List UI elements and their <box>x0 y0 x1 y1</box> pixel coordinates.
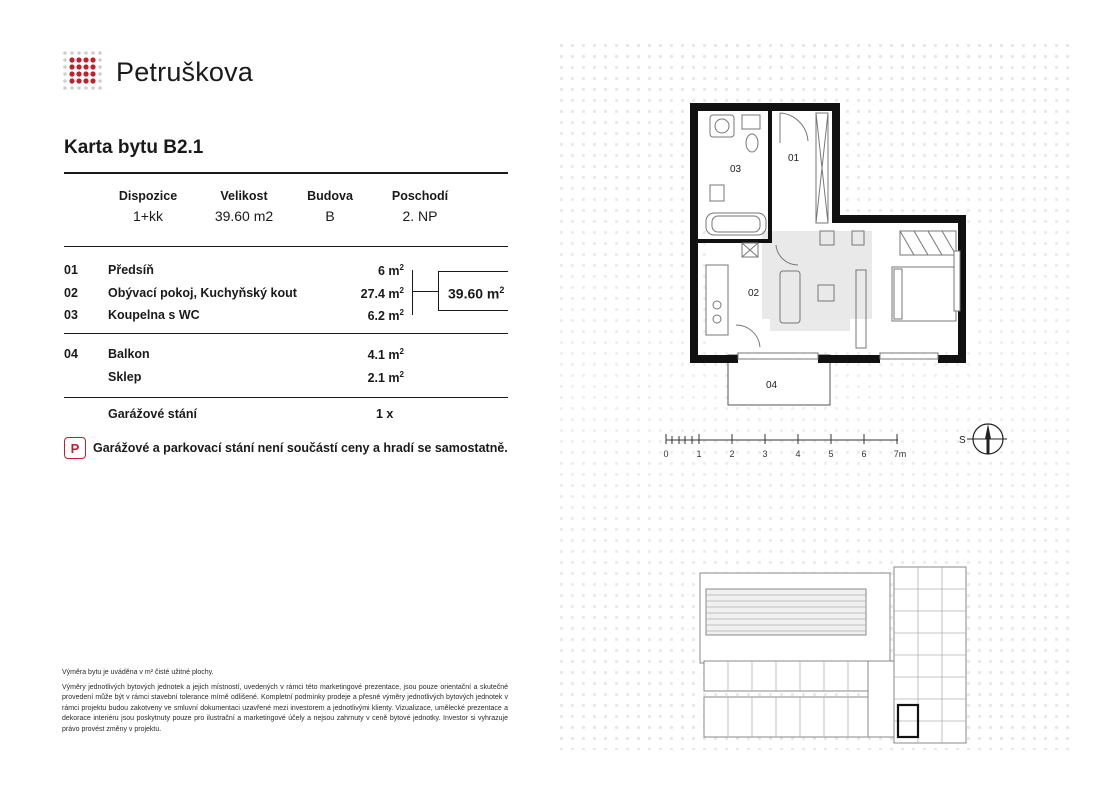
room-row <box>64 308 404 326</box>
room-name: Předsíň <box>108 263 154 277</box>
room-area: 27.4 $m^2$ <box>360 286 404 302</box>
scale-tick-label: 1 <box>696 449 702 459</box>
room-number: 04 <box>64 347 78 361</box>
apartment-specs <box>98 189 470 224</box>
scale-tick-label: 4 <box>795 449 801 459</box>
scale-tick-label: 2 <box>729 449 735 459</box>
page-title: Karta bytu B2.1 <box>64 137 204 158</box>
room-number: 01 <box>64 263 78 277</box>
scale-tick-label: 5 <box>828 449 834 459</box>
scale-tick-label: 6 <box>861 449 867 459</box>
spec-poschodi <box>370 189 470 224</box>
north-compass-icon <box>955 418 1011 460</box>
spec-budova <box>290 189 370 224</box>
scale-tick-label: 3 <box>762 449 768 459</box>
garage-name: Garážové stání <box>108 407 197 421</box>
divider <box>64 333 508 334</box>
room-name: Balkon <box>108 347 150 361</box>
scale-tick-label: 0 <box>663 449 669 459</box>
spec-label: Velikost <box>220 189 268 203</box>
spec-value: B <box>325 208 335 224</box>
room-area: 4.1 $m^2$ <box>367 347 404 363</box>
divider <box>64 172 508 174</box>
room-row <box>64 370 404 388</box>
parking-note-text: Garážové a parkovací stání není součástí ceny a hradí se samostatně. <box>93 441 508 455</box>
spec-velikost <box>198 189 290 224</box>
parking-icon: P <box>64 437 86 459</box>
spec-value: 2. NP <box>402 208 438 224</box>
disclaimer-text: Výměry jednotlivých bytových jednotek a jejich místností, uvedených v rámci této marketingové prezentace, jsou pouze orientační a skutečné provedení může být v rámci stavební tolerance mírně odlišené. Kompletní podmínky prodeje a přesné výměry jednotlivých bytových jednotek v rámci projektu budou zakotveny ve smluvní dokumentaci uzavřené mezi investorem a jednotlivými klienty. Vizualizace, umělecké prezentace a dekorace interiéru jsou poskytnuty pouze pro ilustrační a marketingové účely a nejsou zahrnuty v ceně bytové jednotky. Investor si vyhrazuje právo provést změny v projektu. <box>62 683 508 733</box>
spec-value: 1+kk <box>133 208 163 224</box>
disclaimer-line: Výměra bytu je uváděna v m² čisté užitné plochy. <box>62 669 214 676</box>
room-label-01: 01 <box>788 153 800 164</box>
room-name: Sklep <box>108 370 142 384</box>
brand-name: Petruškova <box>116 56 254 87</box>
room-row <box>64 347 404 365</box>
spec-label: Budova <box>307 189 353 203</box>
divider <box>64 246 508 247</box>
logo-dots-icon <box>62 50 106 94</box>
room-area: 2.1 $m^2$ <box>367 370 404 386</box>
spec-label: Dispozice <box>118 189 178 203</box>
garage-count: 1 x <box>376 407 394 421</box>
spec-label: Poschodí <box>391 189 449 203</box>
spec-value: 39.60 m2 <box>214 208 274 224</box>
compass-label: S <box>959 435 966 446</box>
room-number: 03 <box>64 308 78 322</box>
room-area: 6.2 $m^2$ <box>367 308 404 324</box>
room-label-03: 03 <box>730 164 742 175</box>
divider <box>64 397 508 398</box>
room-name: Koupelna s WC <box>108 308 200 322</box>
spec-dispozice <box>98 189 198 224</box>
room-area: 6 $m^2$ <box>378 263 404 279</box>
parking-note <box>64 437 508 459</box>
floor-plan <box>680 95 980 415</box>
room-row <box>64 263 404 281</box>
building-site-plan <box>698 565 988 745</box>
scale-bar <box>660 430 920 464</box>
disclaimer <box>62 668 508 736</box>
room-row <box>64 286 404 304</box>
scale-tick-label: 7m <box>893 449 907 459</box>
room-label-02: 02 <box>748 288 760 299</box>
room-number: 02 <box>64 286 78 300</box>
room-label-04: 04 <box>766 380 778 391</box>
room-name: Obývací pokoj, Kuchyňský kout <box>108 286 297 300</box>
brand-logo <box>62 50 253 94</box>
total-bracket <box>412 270 438 315</box>
total-area: 39.60 $m^2$ <box>438 271 508 311</box>
